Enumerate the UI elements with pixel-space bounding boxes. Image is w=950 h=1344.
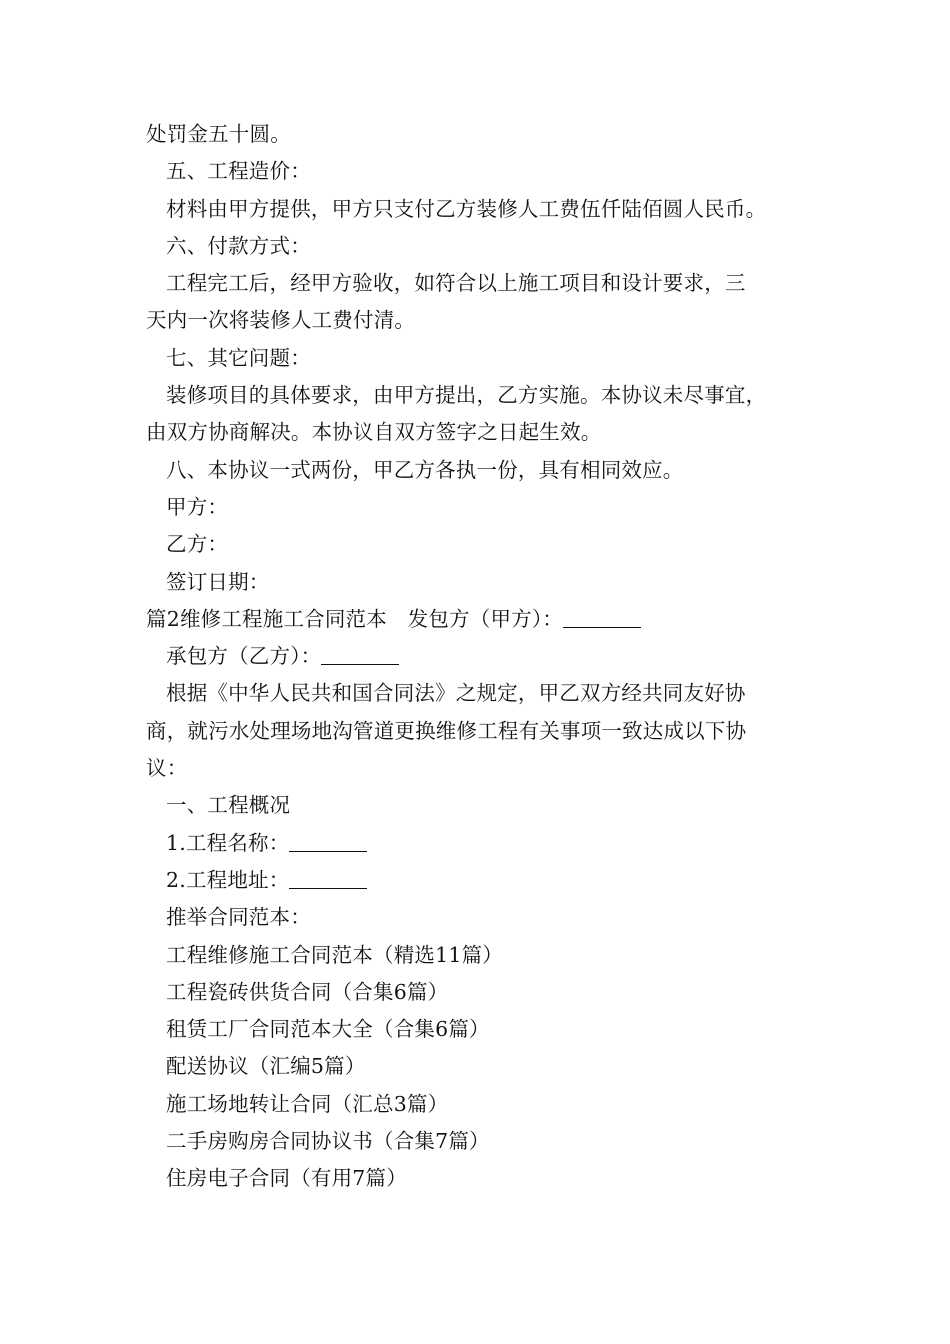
text-line [146,713,826,750]
line-text: 施工场地转让合同（汇总3篇） [166,1091,449,1116]
text-line [146,452,826,489]
text-line [146,377,826,414]
line-text: 装修项目的具体要求，由甲方提出，乙方实施。本协议未尽事宜， [166,383,767,408]
line-text: 议： [146,756,188,781]
text-line [146,601,826,638]
text-line [146,191,826,228]
line-text: 2.工程地址： [166,867,290,892]
line-text: 乙方： [166,532,229,557]
text-line [146,116,826,153]
recommended-contract-link[interactable] [146,1123,826,1160]
line-text: 工程完工后，经甲方验收，如符合以上施工项目和设计要求，三 [166,271,746,296]
line-text: 一、工程概况 [166,793,291,818]
recommended-contract-link[interactable] [146,1086,826,1123]
line-text: 八、本协议一式两份，甲乙方各执一份，具有相同效应。 [166,457,684,482]
line-text: 二手房购房合同协议书（合集7篇） [166,1129,490,1154]
text-line [146,825,826,862]
line-text: 天内一次将装修人工费付清。 [146,308,416,333]
text-line [146,414,826,451]
document-body [146,116,826,1198]
line-text: 甲方： [166,494,229,519]
text-line [146,675,826,712]
line-text: 篇2维修工程施工合同范本 发包方（甲方）： [146,606,563,631]
text-line [146,564,826,601]
line-text: 七、其它问题： [166,345,311,370]
fill-in-blank [563,605,641,628]
text-line [146,153,826,190]
line-text: 1.工程名称： [166,830,290,855]
fill-in-blank [289,866,367,889]
fill-in-blank [289,829,367,852]
fill-in-blank [321,642,399,665]
text-line [146,899,826,936]
line-text: 推举合同范本： [166,905,311,930]
line-text: 住房电子合同（有用7篇） [166,1166,407,1191]
text-line [146,638,826,675]
line-text: 租赁工厂合同范本大全（合集6篇） [166,1017,490,1042]
line-text: 配送协议（汇编5篇） [166,1054,366,1079]
text-line [146,526,826,563]
recommended-contract-link[interactable] [146,974,826,1011]
line-text: 工程维修施工合同范本（精选11篇） [166,942,503,967]
text-line [146,750,826,787]
text-line [146,787,826,824]
text-line [146,489,826,526]
text-line [146,265,826,302]
line-text: 工程瓷砖供货合同（合集6篇） [166,979,449,1004]
recommended-contract-link[interactable] [146,1160,826,1197]
line-text: 六、付款方式： [166,233,311,258]
line-text: 根据《中华人民共和国合同法》之规定，甲乙双方经共同友好协 [166,681,746,706]
line-text: 材料由甲方提供，甲方只支付乙方装修人工费伍仟陆佰圆人民币。 [166,196,767,221]
recommended-contract-link[interactable] [146,937,826,974]
text-line [146,228,826,265]
recommended-contract-link[interactable] [146,1011,826,1048]
text-line [146,340,826,377]
text-line [146,862,826,899]
text-line [146,302,826,339]
line-text: 商，就污水处理场地沟管道更换维修工程有关事项一致达成以下协 [146,718,747,743]
line-text: 签订日期： [166,569,270,594]
line-text: 五、工程造价： [166,159,311,184]
recommended-contract-link[interactable] [146,1048,826,1085]
line-text: 承包方（乙方）： [166,644,322,669]
line-text: 处罚金五十圆。 [146,122,291,146]
line-text: 由双方协商解决。本协议自双方签字之日起生效。 [146,420,602,445]
